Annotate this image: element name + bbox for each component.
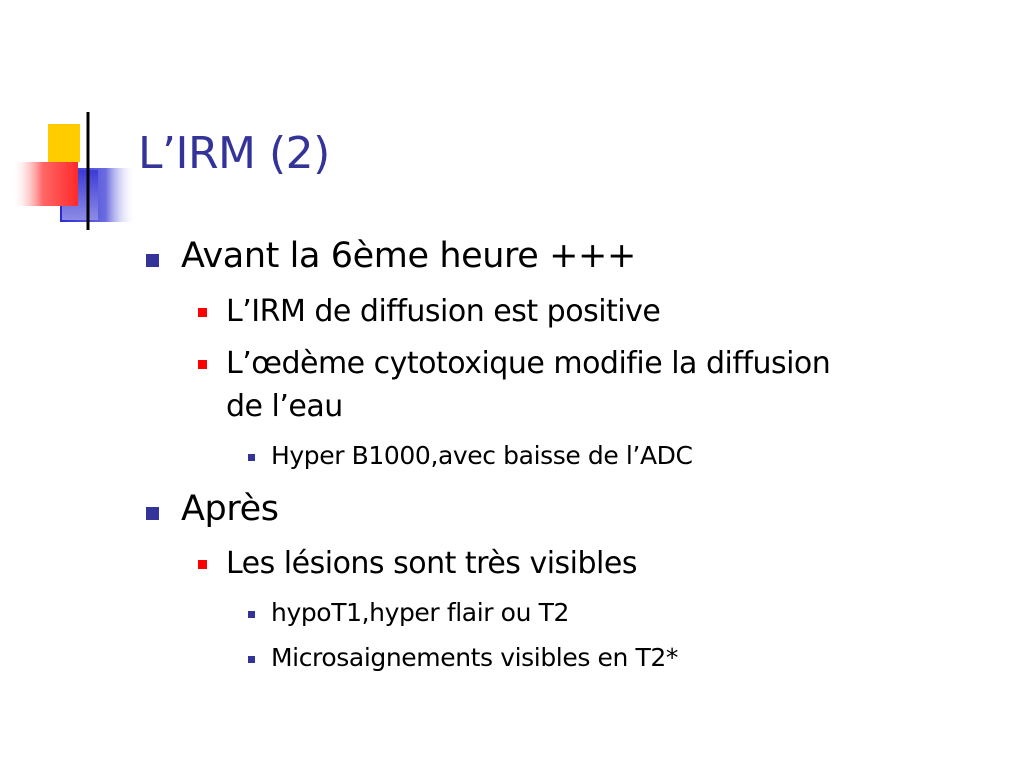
bullet-text: Microsaignements visibles en T2* bbox=[271, 643, 678, 672]
square-bullet-icon bbox=[146, 507, 159, 520]
square-bullet-icon bbox=[198, 308, 207, 317]
square-bullet-icon bbox=[198, 560, 207, 569]
bullet-text: Après bbox=[181, 489, 279, 529]
square-bullet-icon bbox=[248, 454, 255, 461]
bullet-text: hypoT1,hyper flair ou T2 bbox=[271, 598, 569, 627]
bullet-text: Avant la 6ème heure +++ bbox=[181, 236, 636, 276]
logo-red-square bbox=[14, 162, 78, 206]
slide-title: L’IRM (2) bbox=[138, 128, 330, 179]
square-bullet-icon bbox=[146, 254, 159, 267]
bullet-text: Les lésions sont très visibles bbox=[226, 546, 637, 581]
bullet-text: L’IRM de diffusion est positive bbox=[226, 294, 661, 329]
bullet-text: L’œdème cytotoxique modifie la diffusion bbox=[226, 346, 831, 381]
logo-yellow-square bbox=[48, 124, 80, 162]
square-bullet-icon bbox=[248, 656, 255, 663]
square-bullet-icon bbox=[198, 360, 207, 369]
bullet-text: Hyper B1000,avec baisse de l’ADC bbox=[271, 441, 693, 470]
square-bullet-icon bbox=[248, 611, 255, 618]
slide-logo bbox=[0, 0, 1024, 240]
bullet-text: de l’eau bbox=[226, 389, 343, 424]
